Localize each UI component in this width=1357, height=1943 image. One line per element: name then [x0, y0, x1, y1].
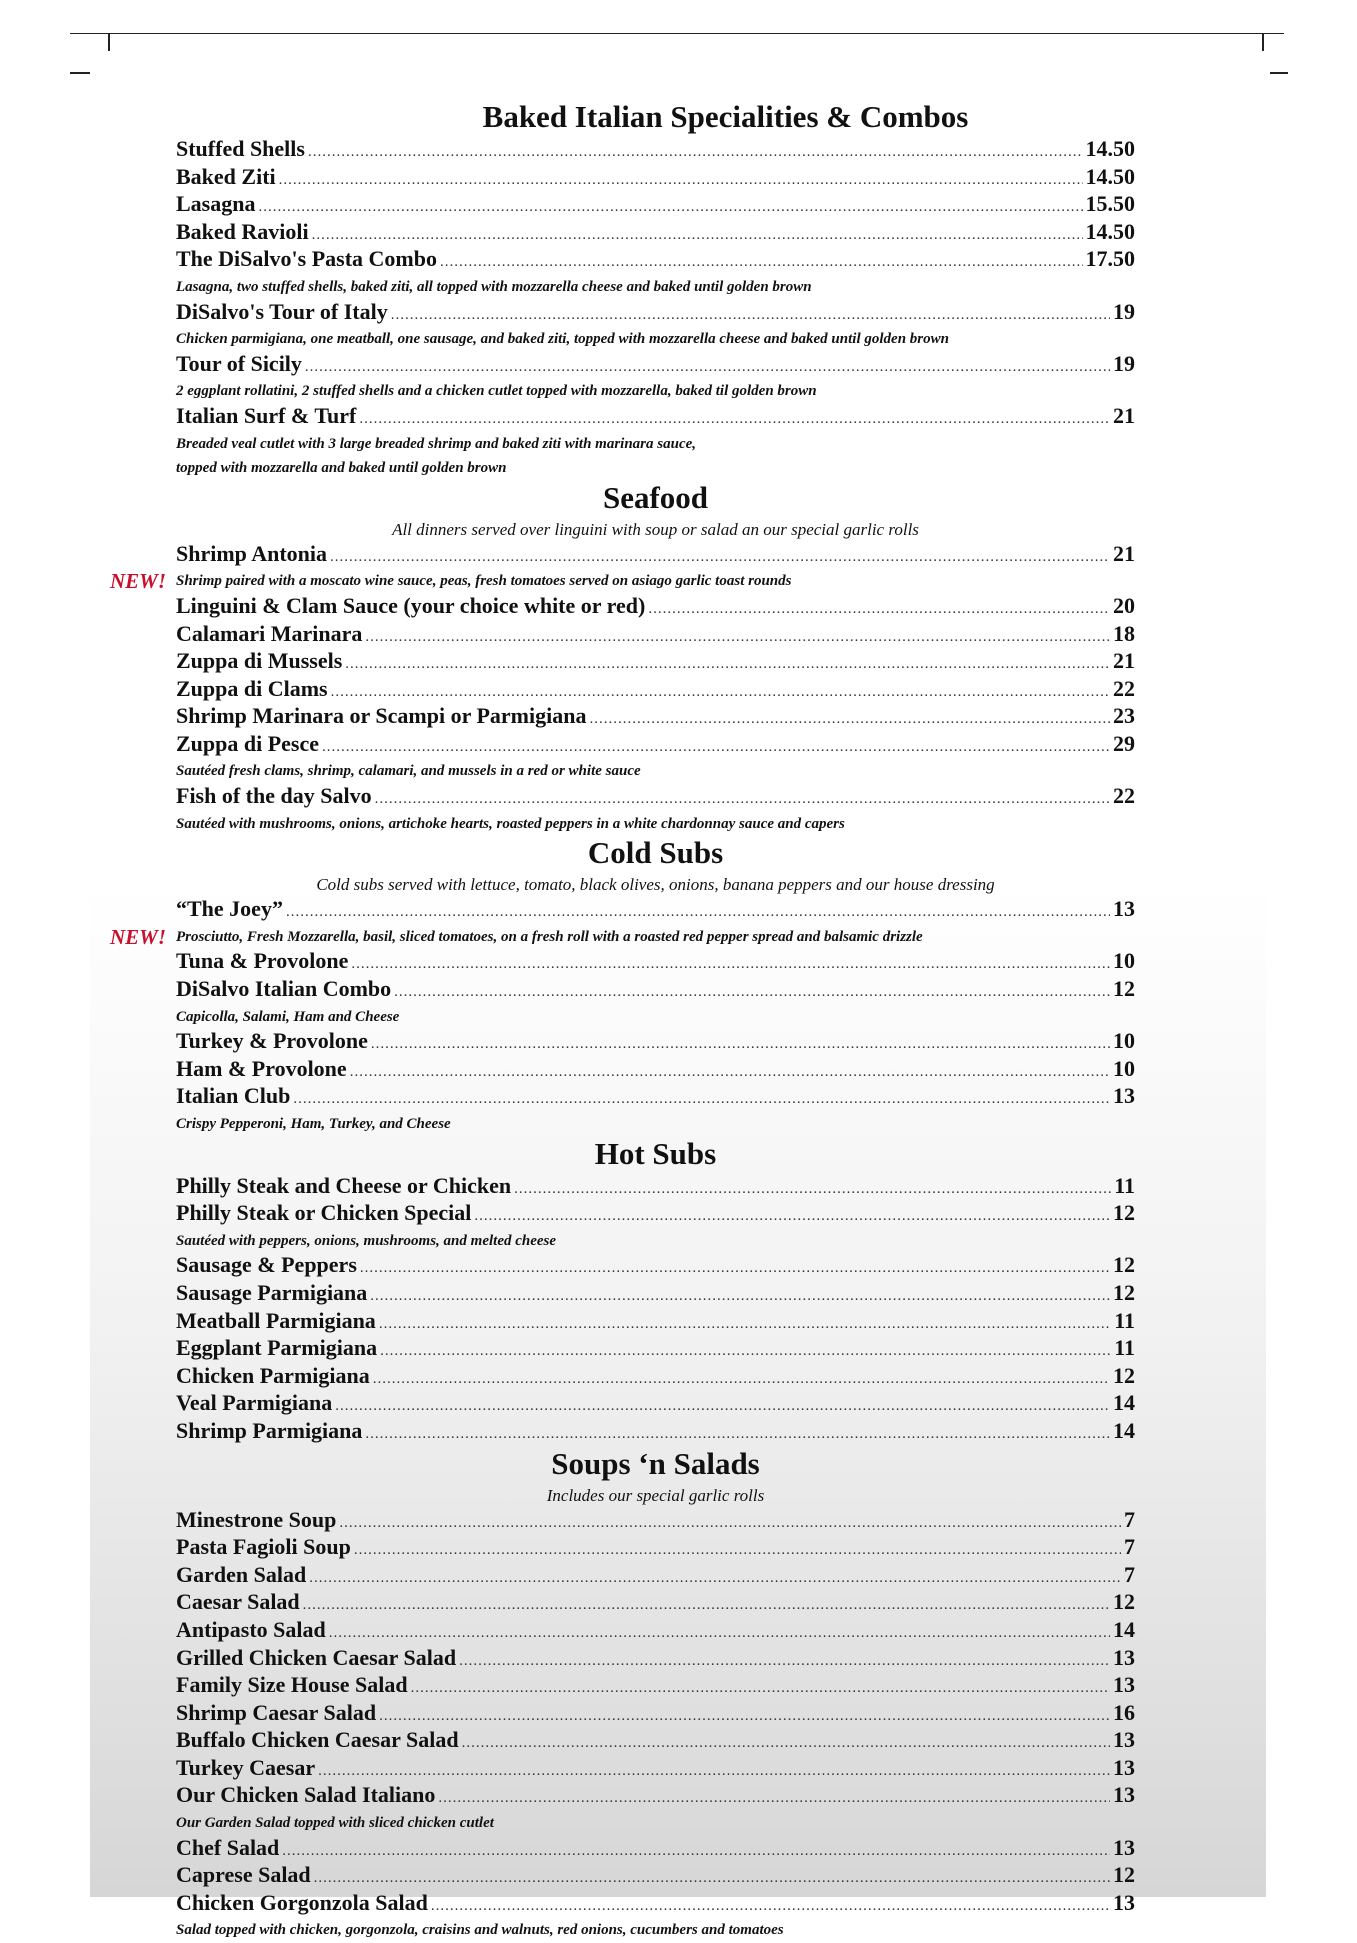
description-text: Sautéed fresh clams, shrimp, calamari, and mussels in a red or white sauce [176, 763, 641, 780]
item-price: 22 [1113, 675, 1135, 701]
dot-leader [308, 140, 1083, 165]
item-price: 18 [1113, 620, 1135, 646]
item-price: 12 [1113, 1362, 1135, 1388]
dot-leader [329, 1621, 1110, 1646]
menu-item [176, 1309, 1135, 1337]
section-note: All dinners served over linguini with soup or salad an our special garlic rolls [392, 519, 919, 539]
dot-leader [314, 1866, 1110, 1891]
menu-item [176, 704, 1135, 732]
item-price: 12 [1113, 1862, 1135, 1888]
item-description [176, 812, 1135, 837]
menu-item [176, 1783, 1135, 1811]
menu-item [176, 1646, 1135, 1674]
dot-leader [309, 1566, 1121, 1591]
item-price: 11 [1114, 1172, 1135, 1198]
dot-leader [345, 652, 1110, 677]
description-text: Lasagna, two stuffed shells, baked ziti, all topped with mozzarella cheese and baked until golden brown [176, 278, 812, 295]
item-description [176, 759, 1135, 784]
dot-leader [379, 1312, 1111, 1337]
description-text: Our Garden Salad topped with sliced chicken cutlet [176, 1815, 494, 1832]
dot-leader [375, 787, 1110, 812]
dot-leader [339, 1511, 1121, 1536]
description-text: Breaded veal cutlet with 3 large breaded shrimp and baked ziti with marinara sauce, [176, 435, 697, 452]
section-baked-italian [176, 100, 1135, 481]
item-price: 10 [1113, 1028, 1135, 1054]
item-name: Chef Salad [176, 1834, 280, 1860]
item-name: DiSalvo Italian Combo [176, 976, 392, 1002]
description-text: topped with mozzarella and baked until golden brown [176, 460, 507, 477]
item-price: 13 [1113, 1782, 1135, 1808]
menu-item [176, 352, 1135, 380]
item-price: 13 [1113, 1754, 1135, 1780]
dot-leader [380, 1339, 1111, 1364]
item-name: Lasagna [176, 191, 256, 217]
menu-item [176, 594, 1135, 622]
menu-item [176, 897, 1135, 925]
menu-item [176, 1508, 1135, 1536]
dot-leader [335, 1394, 1110, 1419]
item-price: 15.50 [1085, 191, 1135, 217]
dot-leader [258, 195, 1082, 220]
menu-item [176, 677, 1135, 705]
item-description [110, 924, 1135, 950]
item-name: Linguini & Clam Sauce (your choice white or red) [176, 592, 646, 618]
new-badge: NEW! [110, 924, 167, 949]
section-cold-subs [110, 835, 1135, 1136]
item-price: 10 [1113, 1055, 1135, 1081]
description-text: Sautéed with peppers, onions, mushrooms, and melted cheese [176, 1232, 557, 1249]
menu-item [176, 1535, 1135, 1563]
item-price: 11 [1114, 1307, 1135, 1333]
menu-item [176, 1756, 1135, 1784]
item-price: 14 [1113, 1616, 1135, 1642]
dot-leader [394, 980, 1110, 1005]
item-name: Zuppa di Mussels [176, 648, 343, 674]
item-price: 12 [1113, 1252, 1135, 1278]
item-description [176, 1229, 1135, 1254]
new-badge: NEW! [110, 569, 167, 594]
dot-leader [331, 680, 1110, 705]
menu-item [176, 1863, 1135, 1891]
dot-leader [370, 1284, 1110, 1309]
dot-leader [322, 735, 1110, 760]
item-name: Meatball Parmigiana [176, 1307, 376, 1333]
menu-item [176, 404, 1135, 432]
dot-leader [391, 303, 1110, 328]
dot-leader [350, 1060, 1110, 1085]
dot-leader [411, 1676, 1110, 1701]
item-price: 13 [1113, 1083, 1135, 1109]
menu-item [176, 300, 1135, 328]
dot-leader [360, 1256, 1110, 1281]
menu-item [176, 622, 1135, 650]
menu-item [176, 1891, 1135, 1919]
item-price: 17.50 [1085, 246, 1135, 272]
menu-item [176, 1618, 1135, 1646]
description-text: Shrimp paired with a moscato wine sauce, peas, fresh tomatoes served on asiago garlic toast rounds [176, 573, 792, 590]
item-price: 14.50 [1085, 218, 1135, 244]
item-price: 13 [1113, 896, 1135, 922]
menu-item [176, 1590, 1135, 1618]
menu-item [176, 1201, 1135, 1229]
dot-leader [514, 1177, 1111, 1202]
item-price: 12 [1113, 1200, 1135, 1226]
menu-item [176, 1281, 1135, 1309]
dot-leader [648, 597, 1110, 622]
item-list [176, 1508, 1135, 1943]
item-name: Shrimp Caesar Salad [176, 1699, 377, 1725]
description-text: Capicolla, Salami, Ham and Cheese [176, 1008, 400, 1025]
dot-leader [303, 1593, 1110, 1618]
item-name: Chicken Parmigiana [176, 1362, 370, 1388]
item-name: Veal Parmigiana [176, 1390, 333, 1416]
dot-leader [318, 1759, 1110, 1784]
dot-leader [351, 952, 1110, 977]
dot-leader [371, 1032, 1110, 1057]
menu-item [176, 1836, 1135, 1864]
menu-content [110, 99, 1135, 1943]
item-description [176, 456, 1135, 481]
item-price: 14 [1113, 1390, 1135, 1416]
item-price: 7 [1124, 1534, 1135, 1560]
crop-mark-left-vertical [108, 33, 110, 51]
section-hot-subs [176, 1137, 1135, 1447]
crop-line-top [70, 33, 1284, 34]
description-text: Sautéed with mushrooms, onions, artichoke hearts, roasted peppers in a white chardonnay sauce and capers [176, 815, 845, 832]
menu-item [176, 1673, 1135, 1701]
item-name: Caesar Salad [176, 1589, 300, 1615]
menu-item [176, 1057, 1135, 1085]
item-price: 13 [1113, 1889, 1135, 1915]
item-description [176, 275, 1135, 300]
crop-mark-right-vertical [1262, 33, 1264, 51]
item-list [110, 896, 1135, 1136]
item-name: Shrimp Marinara or Scampi or Parmigiana [176, 703, 587, 729]
menu-item [176, 1419, 1135, 1447]
item-name: Caprese Salad [176, 1862, 311, 1888]
section-note: Includes our special garlic rolls [546, 1485, 765, 1505]
item-name: Baked Ravioli [176, 218, 309, 244]
item-name: Shrimp Antonia [176, 540, 327, 566]
dot-leader [312, 223, 1083, 248]
item-name: Italian Surf & Turf [176, 402, 357, 428]
item-list [176, 137, 1135, 481]
menu-item [176, 137, 1135, 165]
item-price: 7 [1124, 1561, 1135, 1587]
item-description [176, 1112, 1135, 1137]
item-name: Tuna & Provolone [176, 948, 349, 974]
item-price: 11 [1114, 1335, 1135, 1361]
item-name: Turkey & Provolone [176, 1028, 368, 1054]
menu-item [176, 1029, 1135, 1057]
item-name: Sausage Parmigiana [176, 1279, 368, 1305]
menu-item [176, 192, 1135, 220]
section-title: Cold Subs [587, 835, 724, 871]
section-title: Hot Subs [594, 1135, 717, 1171]
menu-item [176, 542, 1135, 570]
menu-item [176, 1364, 1135, 1392]
item-name: Grilled Chicken Caesar Salad [176, 1644, 457, 1670]
item-name: Zuppa di Pesce [176, 730, 320, 756]
item-name: The DiSalvo's Pasta Combo [176, 246, 437, 272]
crop-mark-right-horizontal [1270, 72, 1288, 74]
menu-item [176, 220, 1135, 248]
dot-leader [440, 250, 1083, 275]
item-price: 22 [1113, 783, 1135, 809]
item-name: Chicken Gorgonzola Salad [176, 1889, 428, 1915]
dot-leader [279, 168, 1083, 193]
item-price: 29 [1113, 730, 1135, 756]
item-name: Shrimp Parmigiana [176, 1417, 363, 1443]
item-price: 12 [1113, 1279, 1135, 1305]
dot-leader [438, 1786, 1110, 1811]
item-name: Tour of Sicily [176, 350, 302, 376]
item-list [110, 540, 1135, 837]
item-name: DiSalvo's Tour of Italy [176, 298, 388, 324]
item-name: Pasta Fagioli Soup [176, 1534, 351, 1560]
item-description [176, 432, 1135, 457]
menu-item [176, 949, 1135, 977]
dot-leader [459, 1649, 1110, 1674]
item-name: Our Chicken Salad Italiano [176, 1782, 436, 1808]
menu-item [176, 1253, 1135, 1281]
item-price: 21 [1113, 540, 1135, 566]
item-price: 13 [1113, 1672, 1135, 1698]
item-price: 16 [1113, 1699, 1135, 1725]
crop-mark-left-horizontal [70, 72, 92, 74]
dot-leader [431, 1894, 1110, 1919]
item-price: 12 [1113, 1589, 1135, 1615]
item-description [176, 327, 1135, 352]
description-text: Crispy Pepperoni, Ham, Turkey, and Cheese [176, 1116, 451, 1132]
dot-leader [286, 900, 1110, 925]
dot-leader [379, 1704, 1110, 1729]
dot-leader [462, 1731, 1110, 1756]
item-list [176, 1174, 1135, 1447]
item-price: 14.50 [1085, 163, 1135, 189]
item-name: Buffalo Chicken Caesar Salad [176, 1727, 459, 1753]
item-price: 13 [1113, 1834, 1135, 1860]
item-description [176, 1005, 1135, 1030]
section-title: Baked Italian Specialities & Combos [482, 99, 969, 134]
dot-leader [330, 545, 1110, 570]
item-name: Calamari Marinara [176, 620, 363, 646]
section-seafood [110, 479, 1135, 837]
description-text: Prosciutto, Fresh Mozzarella, basil, sliced tomatoes, on a fresh roll with a roasted red pepper spread and balsamic drizzle [176, 928, 923, 945]
item-name: Ham & Provolone [176, 1055, 347, 1081]
dot-leader [365, 625, 1110, 650]
item-description [176, 379, 1135, 404]
menu-item [176, 649, 1135, 677]
menu-item [176, 1701, 1135, 1729]
menu-item [176, 1728, 1135, 1756]
item-description [110, 569, 1135, 594]
menu-item [176, 247, 1135, 275]
item-name: Italian Club [176, 1083, 291, 1109]
item-price: 23 [1113, 703, 1135, 729]
dot-leader [359, 407, 1110, 432]
item-price: 10 [1113, 948, 1135, 974]
item-name: Eggplant Parmigiana [176, 1335, 378, 1361]
item-name: Philly Steak and Cheese or Chicken [176, 1172, 512, 1198]
item-name: Baked Ziti [176, 163, 276, 189]
item-name: Garden Salad [176, 1561, 307, 1587]
item-name: Philly Steak or Chicken Special [176, 1200, 472, 1226]
section-soups-salads [176, 1447, 1135, 1943]
item-name: Minestrone Soup [176, 1506, 337, 1532]
description-text: Chicken parmigiana, one meatball, one sausage, and baked ziti, topped with mozzarella cheese and baked until golden brown [176, 331, 949, 348]
dot-leader [589, 707, 1110, 732]
item-name: “The Joey” [176, 896, 283, 922]
item-name: Turkey Caesar [176, 1754, 316, 1780]
dot-leader [373, 1367, 1110, 1392]
dot-leader [305, 355, 1110, 380]
item-description [176, 1918, 1135, 1943]
section-title: Seafood [602, 479, 709, 515]
item-price: 12 [1113, 976, 1135, 1002]
section-note: Cold subs served with lettuce, tomato, black olives, onions, banana peppers and our house dressing [316, 875, 995, 895]
menu-item [176, 1174, 1135, 1202]
menu-page [90, 52, 1266, 1939]
item-description [176, 1811, 1135, 1836]
item-price: 21 [1113, 402, 1135, 428]
item-price: 7 [1124, 1506, 1135, 1532]
menu-item [176, 784, 1135, 812]
menu-item [176, 977, 1135, 1005]
item-name: Antipasto Salad [176, 1616, 326, 1642]
menu-item [176, 1391, 1135, 1419]
item-name: Fish of the day Salvo [176, 783, 372, 809]
menu-item [176, 1563, 1135, 1591]
dot-leader [474, 1204, 1110, 1229]
item-price: 14.50 [1085, 136, 1135, 161]
item-price: 14 [1113, 1417, 1135, 1443]
description-text: Salad topped with chicken, gorgonzola, craisins and walnuts, red onions, cucumbers and tomatoes [176, 1922, 784, 1939]
menu-item [176, 1336, 1135, 1364]
item-name: Family Size House Salad [176, 1672, 408, 1698]
dot-leader [293, 1087, 1110, 1112]
dot-leader [365, 1422, 1110, 1447]
dot-leader [354, 1538, 1121, 1563]
item-name: Sausage & Peppers [176, 1252, 357, 1278]
menu-item [176, 165, 1135, 193]
item-price: 13 [1113, 1727, 1135, 1753]
item-price: 19 [1113, 298, 1135, 324]
item-name: Zuppa di Clams [176, 675, 328, 701]
item-price: 19 [1113, 350, 1135, 376]
menu-item [176, 1084, 1135, 1112]
item-name: Stuffed Shells [176, 136, 305, 161]
item-price: 13 [1113, 1644, 1135, 1670]
item-price: 21 [1113, 648, 1135, 674]
item-price: 20 [1113, 592, 1135, 618]
dot-leader [282, 1839, 1110, 1864]
section-title: Soups ‘n Salads [551, 1445, 760, 1481]
menu-item [176, 732, 1135, 760]
description-text: 2 eggplant rollatini, 2 stuffed shells and a chicken cutlet topped with mozzarella, baked til golden brown [176, 383, 817, 400]
